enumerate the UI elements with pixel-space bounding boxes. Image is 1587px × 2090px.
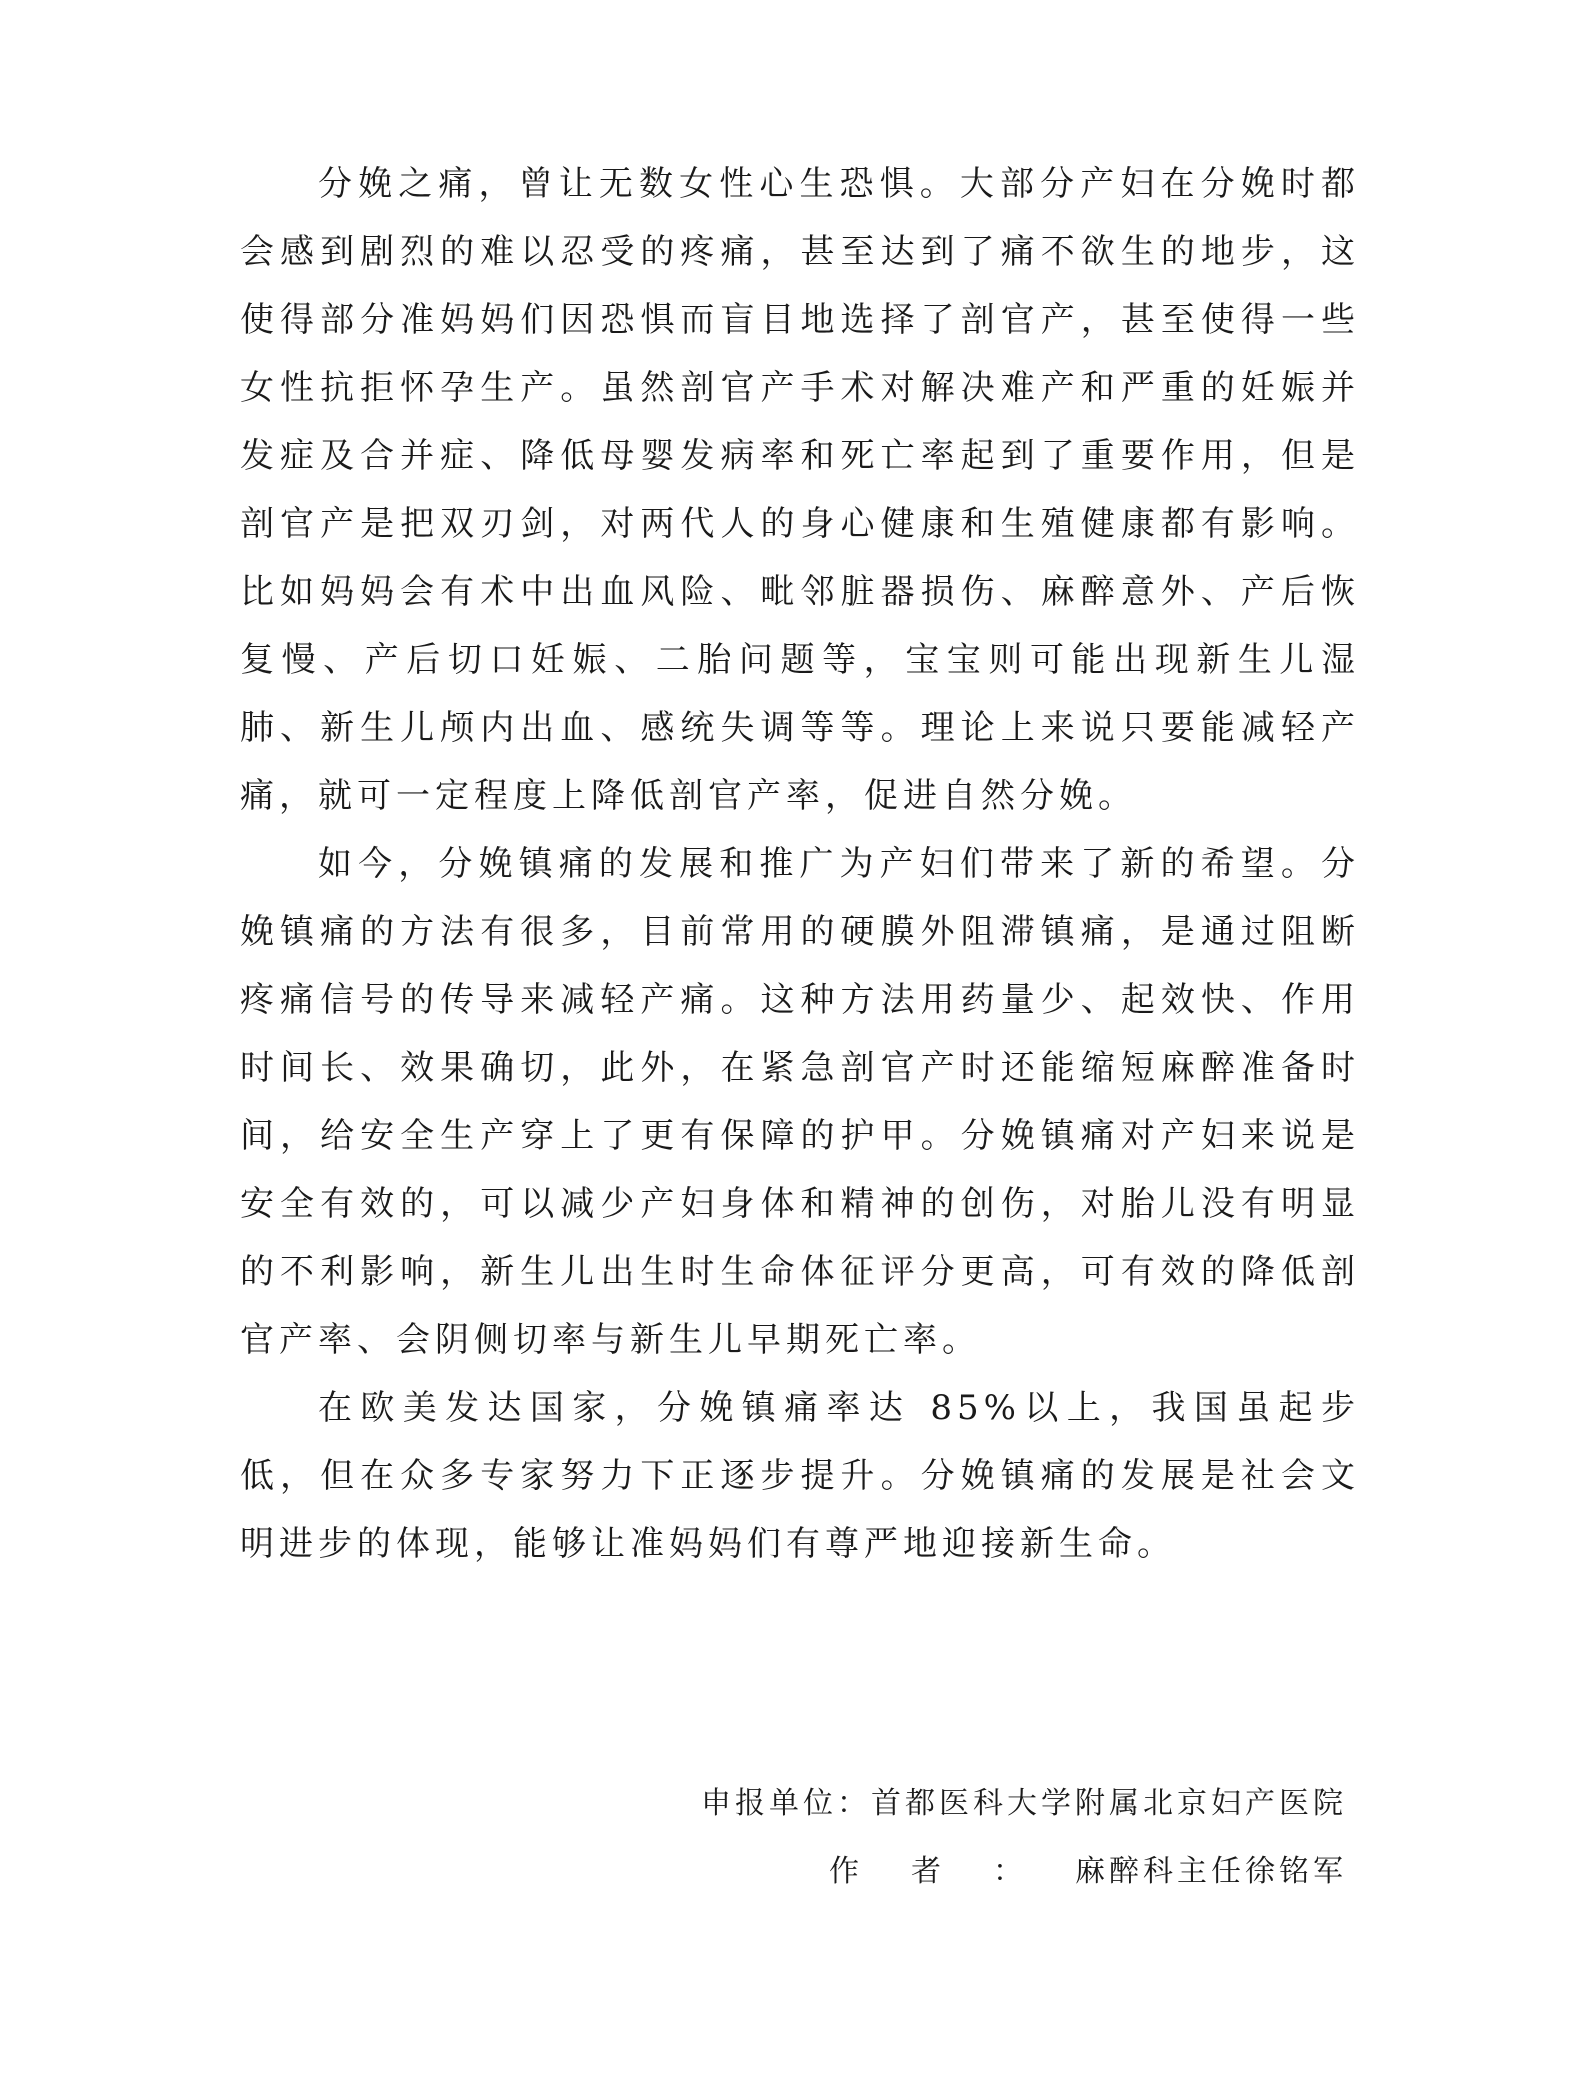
article-body (240, 150, 1360, 1578)
author-label: 作者： (829, 1854, 1075, 1889)
reporting-unit-value: 首都医科大学附属北京妇产医院 (871, 1786, 1347, 1821)
paragraph-1: 分娩之痛，曾让无数女性心生恐惧。大部分产妇在分娩时都会感到剧烈的难以忍受的疼痛，甚至达到了痛不欲生的地步，这使得部分准妈妈们因恐惧而盲目地选择了剖官产，甚至使得一些女性抗拒怀孕生产。虽然剖官产手术对解决难产和严重的妊娠并发症及合并症、降低母婴发病率和死亡率起到了重要作用，但是剖官产是把双刃剑，对两代人的身心健康和生殖健康都有影响。比如妈妈会有术中出血风险、毗邻脏器损伤、麻醉意外、产后恢复慢、产后切口妊娠、二胎问题等，宝宝则可能出现新生儿湿肺、新生儿颅内出血、感统失调等等。理论上来说只要能减轻产痛，就可一定程度上降低剖官产率，促进自然分娩。 (240, 164, 1360, 816)
signature-block (701, 1770, 1347, 1906)
author-value: 麻醉科主任徐铭军 (1075, 1854, 1347, 1889)
reporting-unit-line (701, 1770, 1347, 1838)
paragraph-3: 在欧美发达国家，分娩镇痛率达 85%以上，我国虽起步低，但在众多专家努力下正逐步提升。分娩镇痛的发展是社会文明进步的体现，能够让准妈妈们有尊严地迎接新生命。 (240, 1388, 1360, 1564)
paragraph-2: 如今，分娩镇痛的发展和推广为产妇们带来了新的希望。分娩镇痛的方法有很多，目前常用的硬膜外阻滞镇痛，是通过阻断疼痛信号的传导来减轻产痛。这种方法用药量少、起效快、作用时间长、效果确切，此外，在紧急剖官产时还能缩短麻醉准备时间，给安全生产穿上了更有保障的护甲。分娩镇痛对产妇来说是安全有效的，可以减少产妇身体和精神的创伤，对胎儿没有明显的不利影响，新生儿出生时生命体征评分更高，可有效的降低剖官产率、会阴侧切率与新生儿早期死亡率。 (240, 844, 1360, 1360)
author-line (701, 1838, 1347, 1906)
reporting-unit-label: 申报单位： (701, 1786, 871, 1821)
